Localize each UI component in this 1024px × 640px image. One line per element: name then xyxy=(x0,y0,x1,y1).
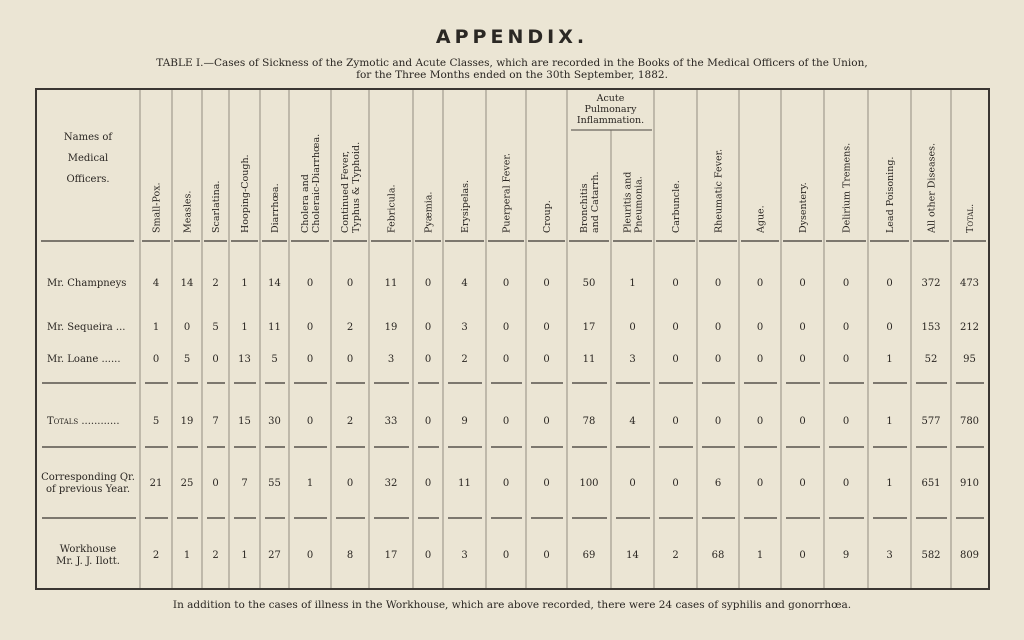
table-cell: 27 xyxy=(268,550,281,561)
table-cell: 0 xyxy=(424,478,432,489)
table-cell: 4 xyxy=(461,278,468,289)
name-column-header: Officers. xyxy=(66,174,110,185)
table-cell: 0 xyxy=(756,478,764,489)
table-cell: 7 xyxy=(212,416,219,427)
table-cell: 910 xyxy=(959,478,980,489)
row-label: Mr. Champneys xyxy=(47,278,127,289)
table-caption xyxy=(60,57,964,81)
table-cell: 68 xyxy=(711,550,725,561)
column-header: Cholera and xyxy=(300,174,311,233)
table-cell: 2 xyxy=(346,322,354,333)
table-cell: 15 xyxy=(238,416,251,427)
column-header: Febricula. xyxy=(386,184,398,233)
name-column-header: Names of xyxy=(63,132,113,143)
table-cell: 0 xyxy=(152,354,160,365)
table-cell: 100 xyxy=(579,478,599,489)
table-cell: 0 xyxy=(756,278,764,289)
table-cell: 0 xyxy=(543,416,550,427)
caption-line-1: TABLE I.—Cases of Sickness of the Zymotic and Acute Classes, which are recorded in the Books of the Medical Officers of the Union, xyxy=(156,57,868,69)
column-header: Hooping-Cough. xyxy=(240,154,251,233)
table-cell: 2 xyxy=(152,550,160,561)
table-cell: 0 xyxy=(424,550,432,561)
name-column-header: Medical xyxy=(67,153,109,164)
table-cell: 2 xyxy=(346,416,354,427)
column-header: Small-Pox. xyxy=(151,182,163,233)
table-cell: 0 xyxy=(842,478,850,489)
column-header: Pneumonia. xyxy=(633,176,645,233)
table-cell: 0 xyxy=(756,322,764,333)
table-cell: 0 xyxy=(714,354,722,365)
table-cell: 0 xyxy=(346,478,354,489)
table-grid xyxy=(37,90,988,588)
table-cell: 1 xyxy=(629,278,636,289)
table-cell: 0 xyxy=(672,354,679,365)
table-cell: 0 xyxy=(424,322,432,333)
table-cell: 0 xyxy=(502,278,510,289)
statistics-table xyxy=(35,88,990,590)
column-header: Continued Fever, xyxy=(340,150,351,233)
table-cell: 0 xyxy=(842,322,850,333)
table-cell: 0 xyxy=(346,354,354,365)
table-cell: 0 xyxy=(672,416,679,427)
table-cell: 33 xyxy=(384,416,398,427)
table-cell: 11 xyxy=(268,322,281,333)
table-cell: 0 xyxy=(543,322,550,333)
table-cell: 9 xyxy=(842,550,850,561)
table-cell: 5 xyxy=(152,416,160,427)
table-cell: 14 xyxy=(626,550,639,561)
row-label: Workhouse xyxy=(59,544,117,555)
row-label: of previous Year. xyxy=(45,484,131,495)
table-cell: 21 xyxy=(149,478,163,489)
table-cell: 153 xyxy=(921,322,941,333)
table-cell: 0 xyxy=(886,278,893,289)
table-cell: 32 xyxy=(384,478,398,489)
table-cell: 0 xyxy=(672,478,679,489)
table-cell: 1 xyxy=(241,322,248,333)
table-cell: 2 xyxy=(672,550,679,561)
table-cell: 5 xyxy=(212,322,219,333)
table-cell: 5 xyxy=(183,354,191,365)
column-header: Carbuncle. xyxy=(671,180,682,233)
table-cell: 52 xyxy=(924,354,938,365)
table-cell: 1 xyxy=(152,322,160,333)
row-label: Mr. Loane ...... xyxy=(47,354,121,365)
table-cell: 9 xyxy=(461,416,468,427)
table-cell: 0 xyxy=(756,416,764,427)
table-cell: 78 xyxy=(582,416,596,427)
row-label: Mr. J. J. Ilott. xyxy=(56,556,120,567)
column-header: Pyæmia. xyxy=(423,191,435,233)
column-header: Ague. xyxy=(755,205,767,233)
table-cell: 0 xyxy=(714,416,722,427)
column-header: Croup. xyxy=(542,200,553,233)
table-cell: 0 xyxy=(799,354,806,365)
table-cell: 0 xyxy=(714,322,722,333)
table-cell: 372 xyxy=(921,278,941,289)
table-cell: 2 xyxy=(461,354,468,365)
table-cell: 577 xyxy=(921,416,941,427)
table-cell: 4 xyxy=(152,278,160,289)
table-cell: 7 xyxy=(241,478,248,489)
table-cell: 4 xyxy=(629,416,636,427)
table-cell: 3 xyxy=(461,322,468,333)
table-cell: 0 xyxy=(306,550,314,561)
group-header-line: Inflammation. xyxy=(576,115,645,126)
table-cell: 11 xyxy=(582,354,596,365)
table-cell: 0 xyxy=(672,322,679,333)
table-cell: 13 xyxy=(238,354,251,365)
table-cell: 0 xyxy=(424,278,432,289)
table-cell: 2 xyxy=(212,550,219,561)
table-cell: 6 xyxy=(714,478,722,489)
table-cell: 0 xyxy=(543,278,550,289)
table-cell: 0 xyxy=(543,550,550,561)
table-cell: 0 xyxy=(799,416,806,427)
column-header: Puerperal Fever. xyxy=(501,153,513,233)
table-cell: 1 xyxy=(886,354,893,365)
table-cell: 3 xyxy=(387,354,395,365)
table-cell: 1 xyxy=(241,278,248,289)
column-header: Rheumatic Fever. xyxy=(713,148,725,233)
group-header-line: Acute xyxy=(596,93,625,104)
column-header: Measles. xyxy=(182,190,194,233)
table-cell: 0 xyxy=(842,416,850,427)
table-cell: 0 xyxy=(502,478,510,489)
column-header: Scarlatina. xyxy=(211,180,222,233)
table-cell: 17 xyxy=(582,322,596,333)
column-header: Bronchitis xyxy=(579,183,590,233)
table-cell: 0 xyxy=(672,278,679,289)
table-cell: 0 xyxy=(502,322,510,333)
table-cell: 3 xyxy=(461,550,468,561)
table-cell: 0 xyxy=(502,416,510,427)
row-label: Corresponding Qr. xyxy=(41,472,135,483)
table-cell: 651 xyxy=(921,478,941,489)
column-header: Delirium Tremens. xyxy=(841,142,853,233)
table-cell: 3 xyxy=(886,550,893,561)
table-cell: 0 xyxy=(306,322,314,333)
table-cell: 0 xyxy=(424,416,432,427)
table-cell: 0 xyxy=(756,354,764,365)
table-cell: 780 xyxy=(959,416,980,427)
table-cell: 0 xyxy=(842,278,850,289)
table-cell: 2 xyxy=(212,278,219,289)
column-header: Dysentery. xyxy=(798,182,809,233)
column-header: Typhus & Typhoid. xyxy=(351,141,362,233)
table-cell: 0 xyxy=(346,278,354,289)
table-cell: 0 xyxy=(212,354,219,365)
table-cell: 0 xyxy=(306,354,314,365)
table-cell: 0 xyxy=(799,550,806,561)
column-header: Total. xyxy=(965,203,976,233)
table-cell: 0 xyxy=(543,354,550,365)
column-header: Choleraic-Diarrhœa. xyxy=(311,133,322,233)
table-cell: 55 xyxy=(268,478,281,489)
table-cell: 30 xyxy=(268,416,281,427)
table-cell: 1 xyxy=(886,478,893,489)
table-cell: 0 xyxy=(424,354,432,365)
table-cell: 0 xyxy=(799,478,806,489)
table-cell: 1 xyxy=(756,550,764,561)
table-cell: 212 xyxy=(959,322,980,333)
table-cell: 14 xyxy=(180,278,194,289)
table-cell: 69 xyxy=(582,550,596,561)
table-cell: 0 xyxy=(183,322,191,333)
table-cell: 17 xyxy=(384,550,398,561)
table-cell: 3 xyxy=(629,354,636,365)
caption-line-2: for the Three Months ended on the 30th September, 1882. xyxy=(356,69,668,81)
table-cell: 0 xyxy=(799,322,806,333)
table-cell: 473 xyxy=(959,278,980,289)
table-cell: 0 xyxy=(799,278,806,289)
row-label: Mr. Sequeira ... xyxy=(47,322,126,333)
table-cell: 11 xyxy=(458,478,471,489)
table-cell: 1 xyxy=(306,478,314,489)
table-cell: 0 xyxy=(306,416,314,427)
column-header: Pleuritis and xyxy=(622,171,634,233)
table-cell: 809 xyxy=(959,550,980,561)
group-header-line: Pulmonary xyxy=(584,104,637,115)
table-cell: 0 xyxy=(714,278,722,289)
footnote: In addition to the cases of illness in the Workhouse, which are above recorded, there were 24 cases of syphilis and gonorrhœa. xyxy=(172,599,852,611)
table-cell: 0 xyxy=(502,354,510,365)
column-header: and Catarrh. xyxy=(590,171,601,233)
table-cell: 0 xyxy=(212,478,219,489)
table-cell: 19 xyxy=(384,322,398,333)
table-cell: 14 xyxy=(268,278,281,289)
table-cell: 0 xyxy=(629,322,636,333)
column-header: Lead Poisoning. xyxy=(885,156,896,233)
table-cell: 0 xyxy=(886,322,893,333)
column-header: Erysipelas. xyxy=(460,179,471,233)
table-cell: 50 xyxy=(582,278,596,289)
table-cell: 1 xyxy=(241,550,248,561)
table-cell: 0 xyxy=(502,550,510,561)
column-header: Diarrhœa. xyxy=(270,183,281,233)
table-cell: 11 xyxy=(384,278,398,289)
table-cell: 5 xyxy=(271,354,278,365)
table-cell: 1 xyxy=(886,416,893,427)
table-cell: 19 xyxy=(180,416,194,427)
table-cell: 0 xyxy=(543,478,550,489)
column-header: All other Diseases. xyxy=(926,142,938,233)
table-cell: 0 xyxy=(306,278,314,289)
table-cell: 0 xyxy=(629,478,636,489)
row-label: Totals ............ xyxy=(47,416,120,427)
table-cell: 1 xyxy=(183,550,191,561)
table-cell: 0 xyxy=(842,354,850,365)
page-title: APPENDIX. xyxy=(435,26,589,48)
table-cell: 95 xyxy=(963,354,976,365)
table-cell: 582 xyxy=(921,550,941,561)
table-cell: 8 xyxy=(346,550,354,561)
table-cell: 25 xyxy=(180,478,194,489)
